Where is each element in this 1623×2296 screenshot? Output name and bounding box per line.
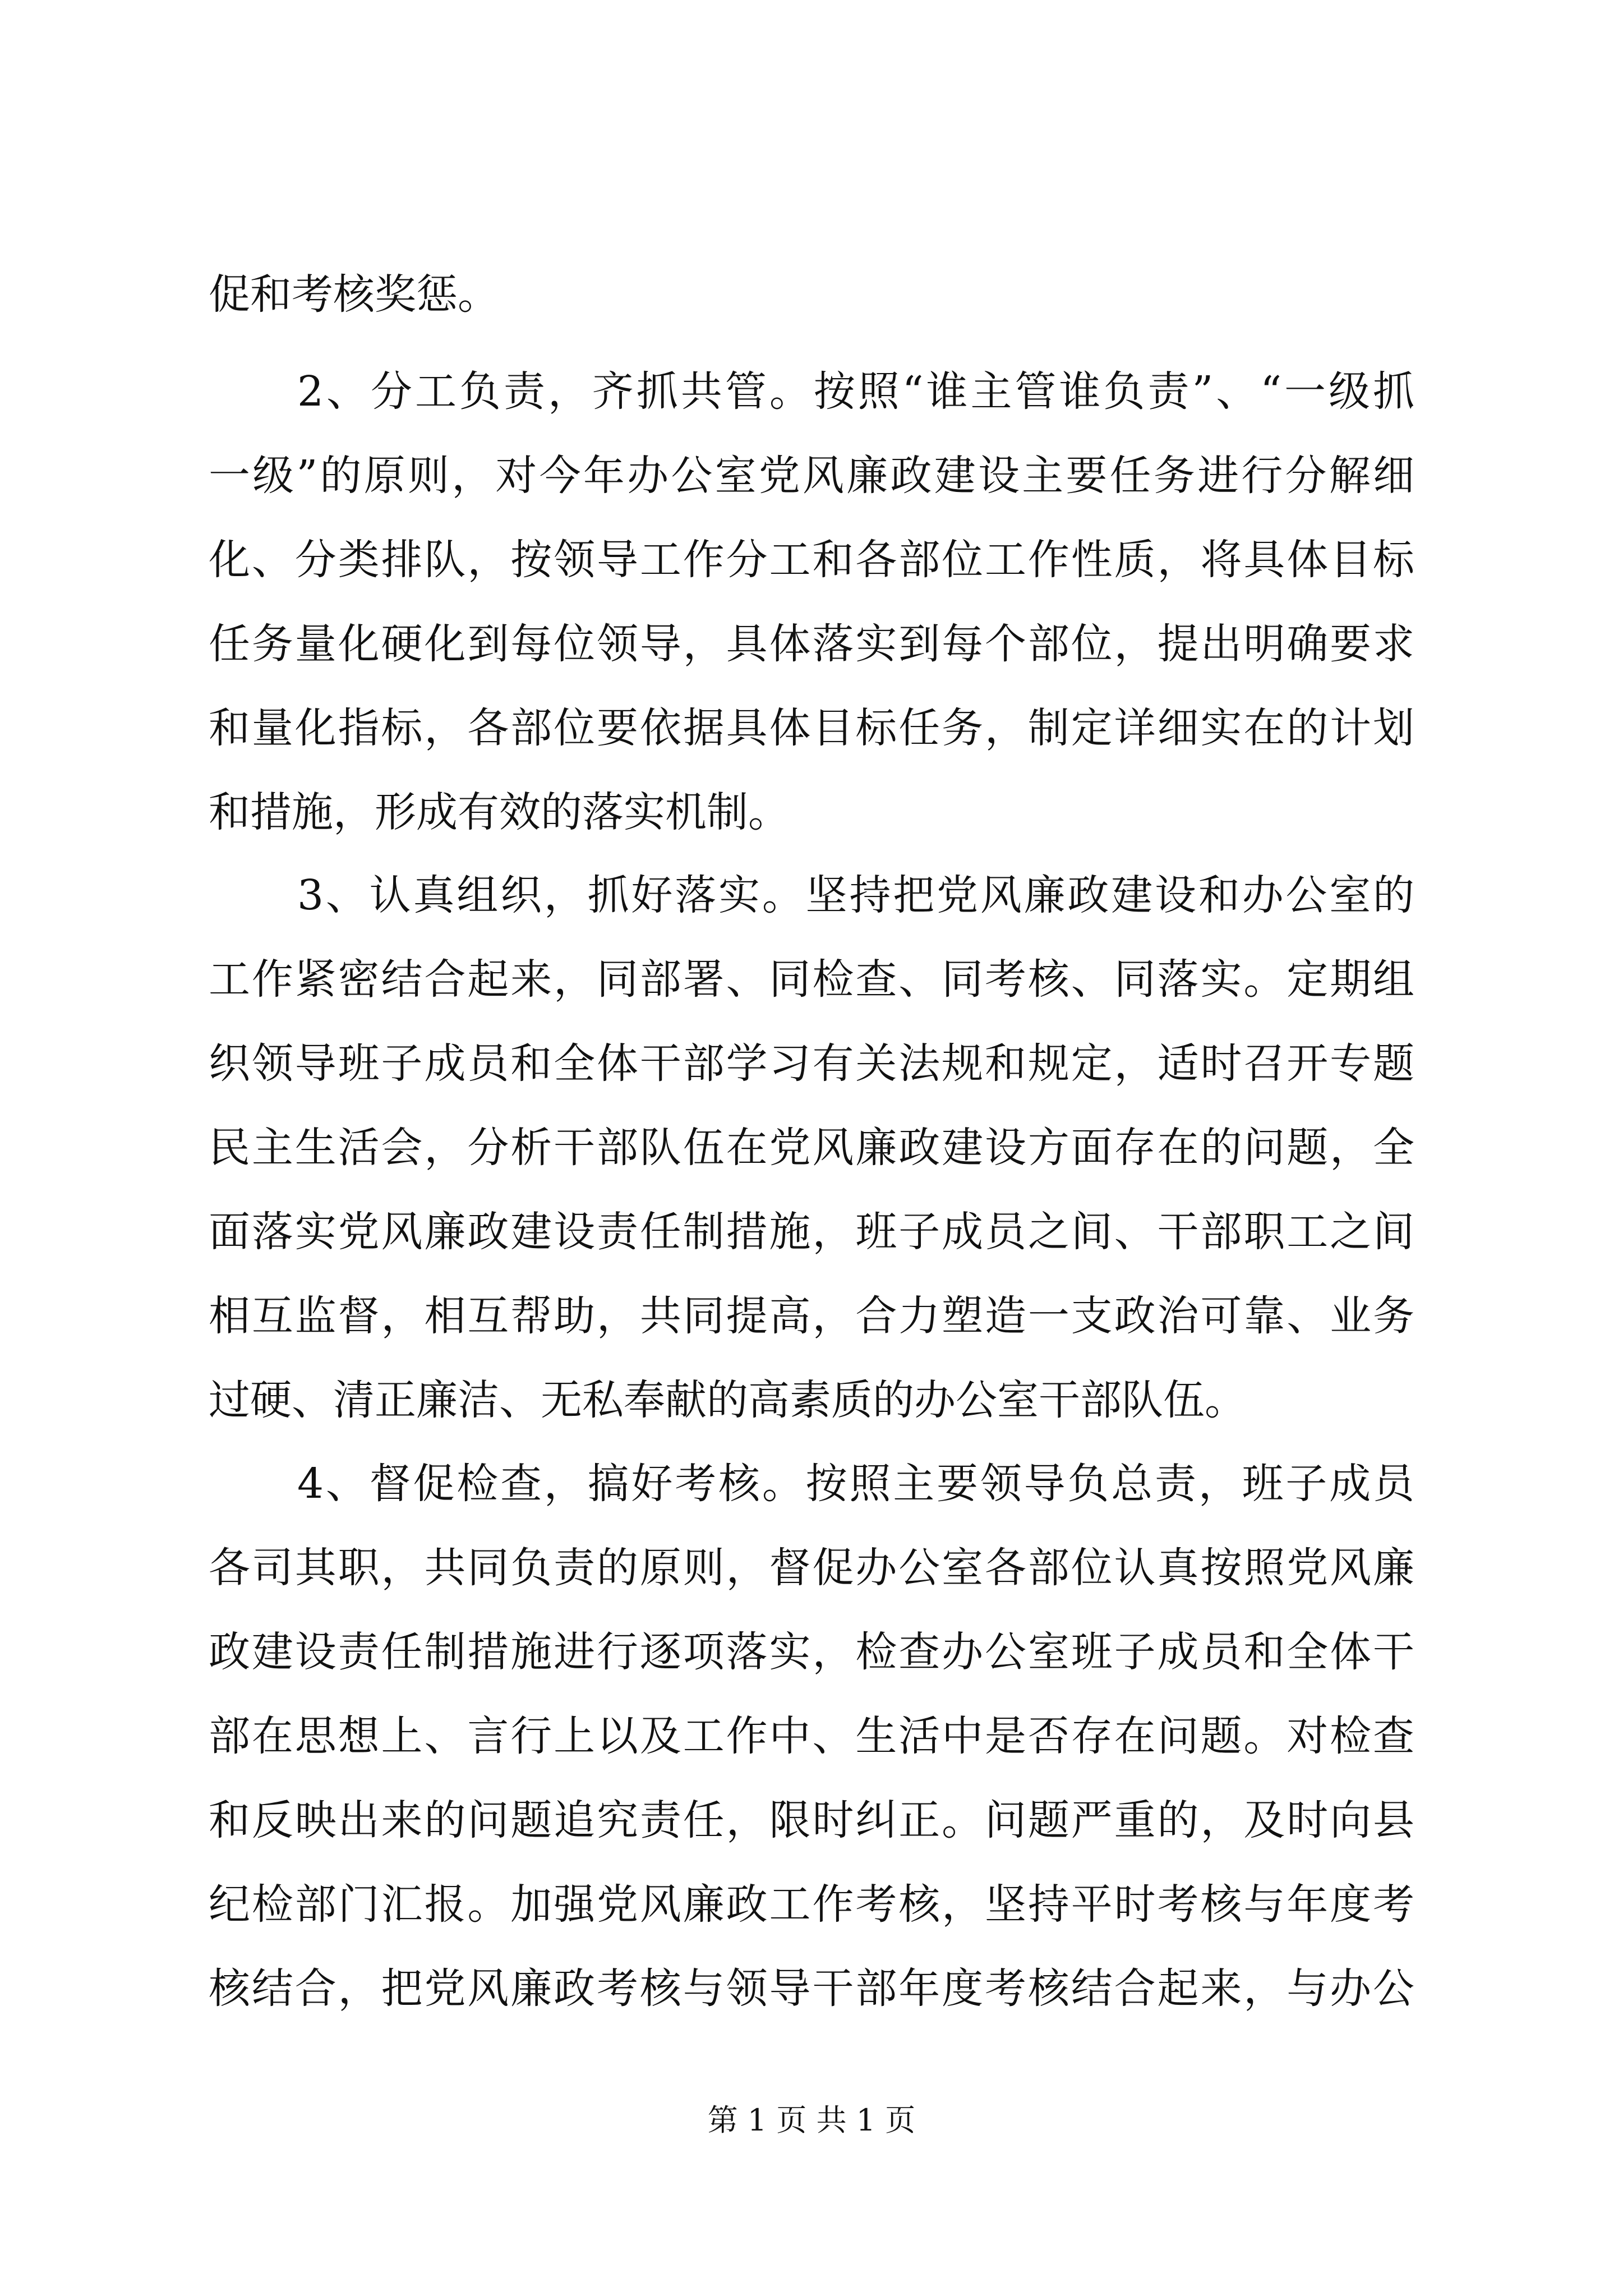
text-line: 促和考核奖惩。 — [209, 270, 499, 319]
text-line: 和措施，形成有效的落实机制。 — [209, 788, 790, 836]
text-line: 过硬、清正廉洁、无私奉献的高素质的办公室干部队伍。 — [209, 1376, 1246, 1424]
text-line: 织领导班子成员和全体干部学习有关法规和规定，适时召开专题 — [209, 1039, 1414, 1088]
text-line: 民主生活会，分析干部队伍在党风廉政建设方面存在的问题，全 — [209, 1124, 1414, 1172]
text-line: 核结合，把党风廉政考核与领导干部年度考核结合起来，与办公 — [209, 1964, 1414, 2013]
text-line: 工作紧密结合起来，同部署、同检查、同考核、同落实。定期组 — [209, 955, 1414, 1004]
text-line: 相互监督，相互帮助，共同提高，合力塑造一支政治可靠、业务 — [209, 1292, 1414, 1340]
text-line: 一级”的原则，对今年办公室党风廉政建设主要任务进行分解细 — [209, 452, 1414, 500]
text-line: 部在思想上、言行上以及工作中、生活中是否存在问题。对检查 — [209, 1712, 1414, 1760]
text-line: 纪检部门汇报。加强党风廉政工作考核，坚持平时考核与年度考 — [209, 1880, 1414, 1929]
text-line: 政建设责任制措施进行逐项落实，检查办公室班子成员和全体干 — [209, 1628, 1414, 1676]
text-line: 3、认真组织，抓好落实。坚持把党风廉政建设和办公室的 — [297, 871, 1414, 919]
text-line: 各司其职，共同负责的原则，督促办公室各部位认真按照党风廉 — [209, 1544, 1414, 1592]
text-line: 面落实党风廉政建设责任制措施，班子成员之间、干部职工之间 — [209, 1208, 1414, 1256]
text-line: 化、分类排队，按领导工作分工和各部位工作性质，将具体目标 — [209, 536, 1414, 584]
text-line: 2、分工负责，齐抓共管。按照“谁主管谁负责”、“一级抓 — [297, 367, 1414, 416]
text-line: 和反映出来的问题追究责任，限时纠正。问题严重的，及时向县 — [209, 1796, 1414, 1844]
text-line: 任务量化硬化到每位领导，具体落实到每个部位，提出明确要求 — [209, 620, 1414, 668]
page-footer: 第 1 页 共 1 页 — [707, 2102, 916, 2138]
text-line: 和量化指标，各部位要依据具体目标任务，制定详细实在的计划 — [209, 704, 1414, 752]
text-line: 4、督促检查，搞好考核。按照主要领导负总责，班子成员 — [297, 1460, 1414, 1508]
